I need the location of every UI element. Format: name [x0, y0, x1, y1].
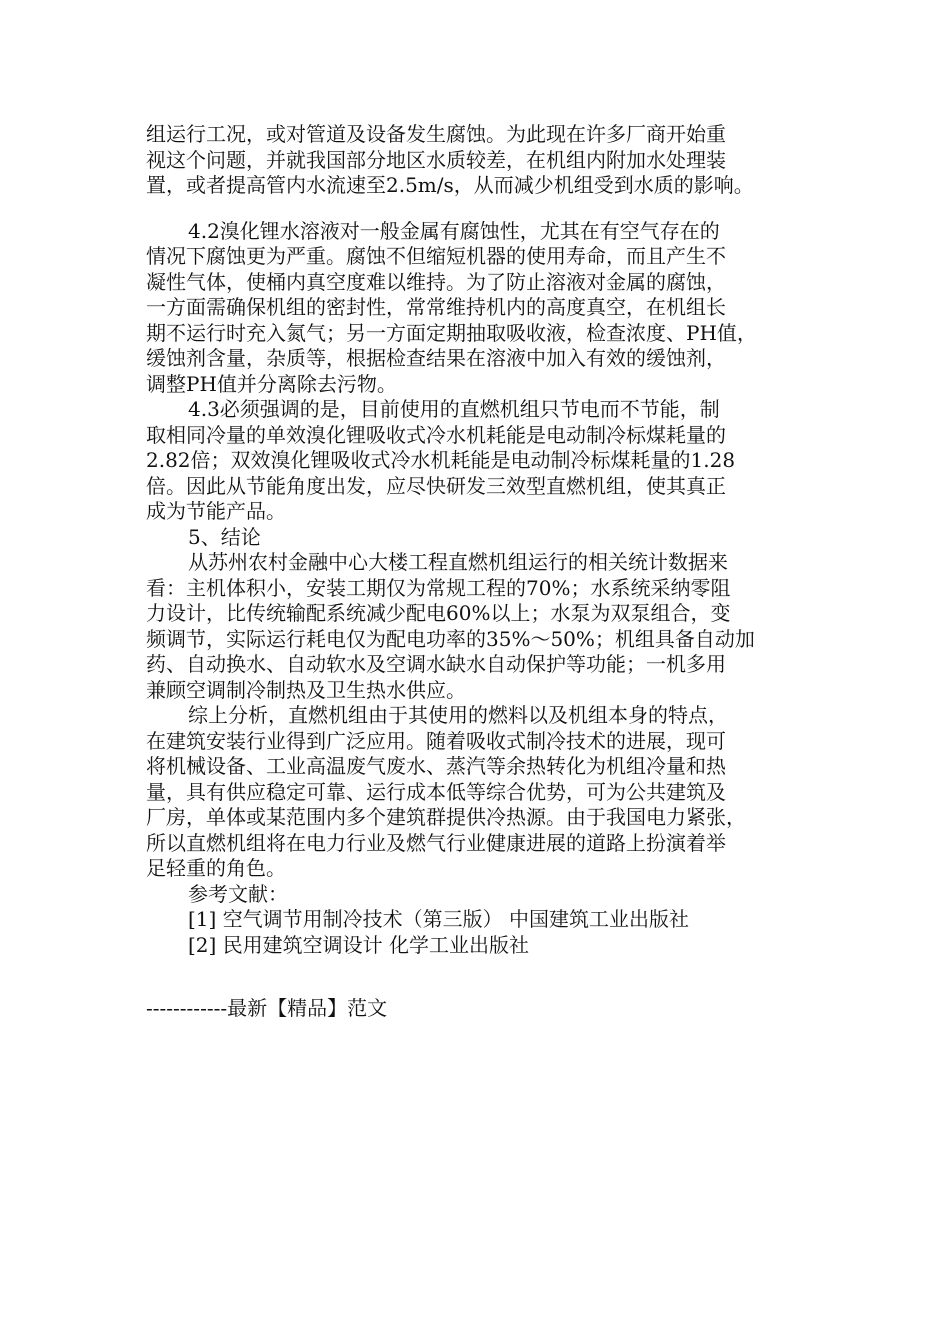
- text-line: 取相同冷量的单效溴化锂吸收式冷水机耗能是电动制冷标煤耗量的: [146, 422, 726, 447]
- text-line: 从苏州农村金融中心大楼工程直燃机组运行的相关统计数据来: [188, 550, 728, 574]
- text-line: 厂房，单体或某范围内多个建筑群提供冷热源。由于我国电力紧张，: [146, 805, 746, 829]
- reference-item: [2] 民用建筑空调设计 化学工业出版社: [188, 932, 530, 957]
- paragraph-gap: [146, 199, 806, 219]
- text-line: 量，具有供应稳定可靠、运行成本低等综合优势，可为公共建筑及: [146, 779, 726, 804]
- body-text: [146, 122, 806, 958]
- text-line: 将机械设备、工业高温废气废水、蒸汽等余热转化为机组冷量和热: [146, 754, 726, 778]
- text-line: 组运行工况，或对管道及设备发生腐蚀。为此现在许多厂商开始重: [146, 122, 726, 146]
- text-line: 期不运行时充入氮气；另一方面定期抽取吸收液，检查浓度、PH值，: [146, 320, 757, 345]
- text-line: 视这个问题，并就我国部分地区水质较差，在机组内附加水处理装: [146, 147, 726, 172]
- text-line: 足轻重的角色。: [146, 856, 286, 880]
- text-line: 缓蚀剂含量，杂质等，根据检查结果在溶液中加入有效的缓蚀剂，: [146, 346, 726, 370]
- text-line: 所以直燃机组将在电力行业及燃气行业健康进展的道路上扮演着举: [146, 830, 726, 855]
- text-line: 4.2溴化锂水溶液对一般金属有腐蚀性，尤其在有空气存在的: [188, 218, 720, 243]
- text-line: 兼顾空调制冷制热及卫生热水供应。: [146, 677, 466, 702]
- references-heading: 参考文献：: [188, 881, 288, 906]
- reference-item: [1] 空气调节用制冷技术（第三版） 中国建筑工业出版社: [188, 907, 690, 931]
- text-line: 频调节，实际运行耗电仅为配电功率的35%～50%；机组具备自动加: [146, 626, 755, 651]
- text-line: 倍。因此从节能角度出发，应尽快研发三效型直燃机组，使其真正: [146, 473, 726, 498]
- text-line: 调整PH值并分离除去污物。: [146, 371, 397, 396]
- text-line: 2.82倍；双效溴化锂吸收式冷水机耗能是电动制冷标煤耗量的1.28: [146, 448, 736, 472]
- text-line: 成为节能产品。: [146, 499, 286, 523]
- text-line: 置，或者提高管内水流速至2.5m/s，从而减少机组受到水质的影响。: [146, 173, 754, 197]
- text-line: 在建筑安装行业得到广泛应用。随着吸收式制冷技术的进展，现可: [146, 728, 726, 753]
- text-line: 一方面需确保机组的密封性，常常维持机内的高度真空，在机组长: [146, 295, 726, 319]
- text-line: 力设计，比传统输配系统减少配电60%以上；水泵为双泵组合，变: [146, 601, 731, 625]
- text-line: 凝性气体，使桶内真空度难以维持。为了防止溶液对金属的腐蚀，: [146, 269, 726, 294]
- text-line: 情况下腐蚀更为严重。腐蚀不但缩短机器的使用寿命，而且产生不: [146, 244, 726, 268]
- section-heading: 5、结论: [188, 524, 261, 549]
- text-line: 综上分析，直燃机组由于其使用的燃料以及机组本身的特点，: [188, 703, 728, 727]
- footer-label: ------------最新【精品】范文: [146, 996, 388, 1020]
- text-line: 看：主机体积小，安装工期仅为常规工程的70%；水系统采纳零阻: [146, 575, 731, 600]
- text-line: 药、自动换水、自动软水及空调水缺水自动保护等功能；一机多用: [146, 652, 726, 676]
- text-line: 4.3必须强调的是，目前使用的直燃机组只节电而不节能，制: [188, 397, 720, 421]
